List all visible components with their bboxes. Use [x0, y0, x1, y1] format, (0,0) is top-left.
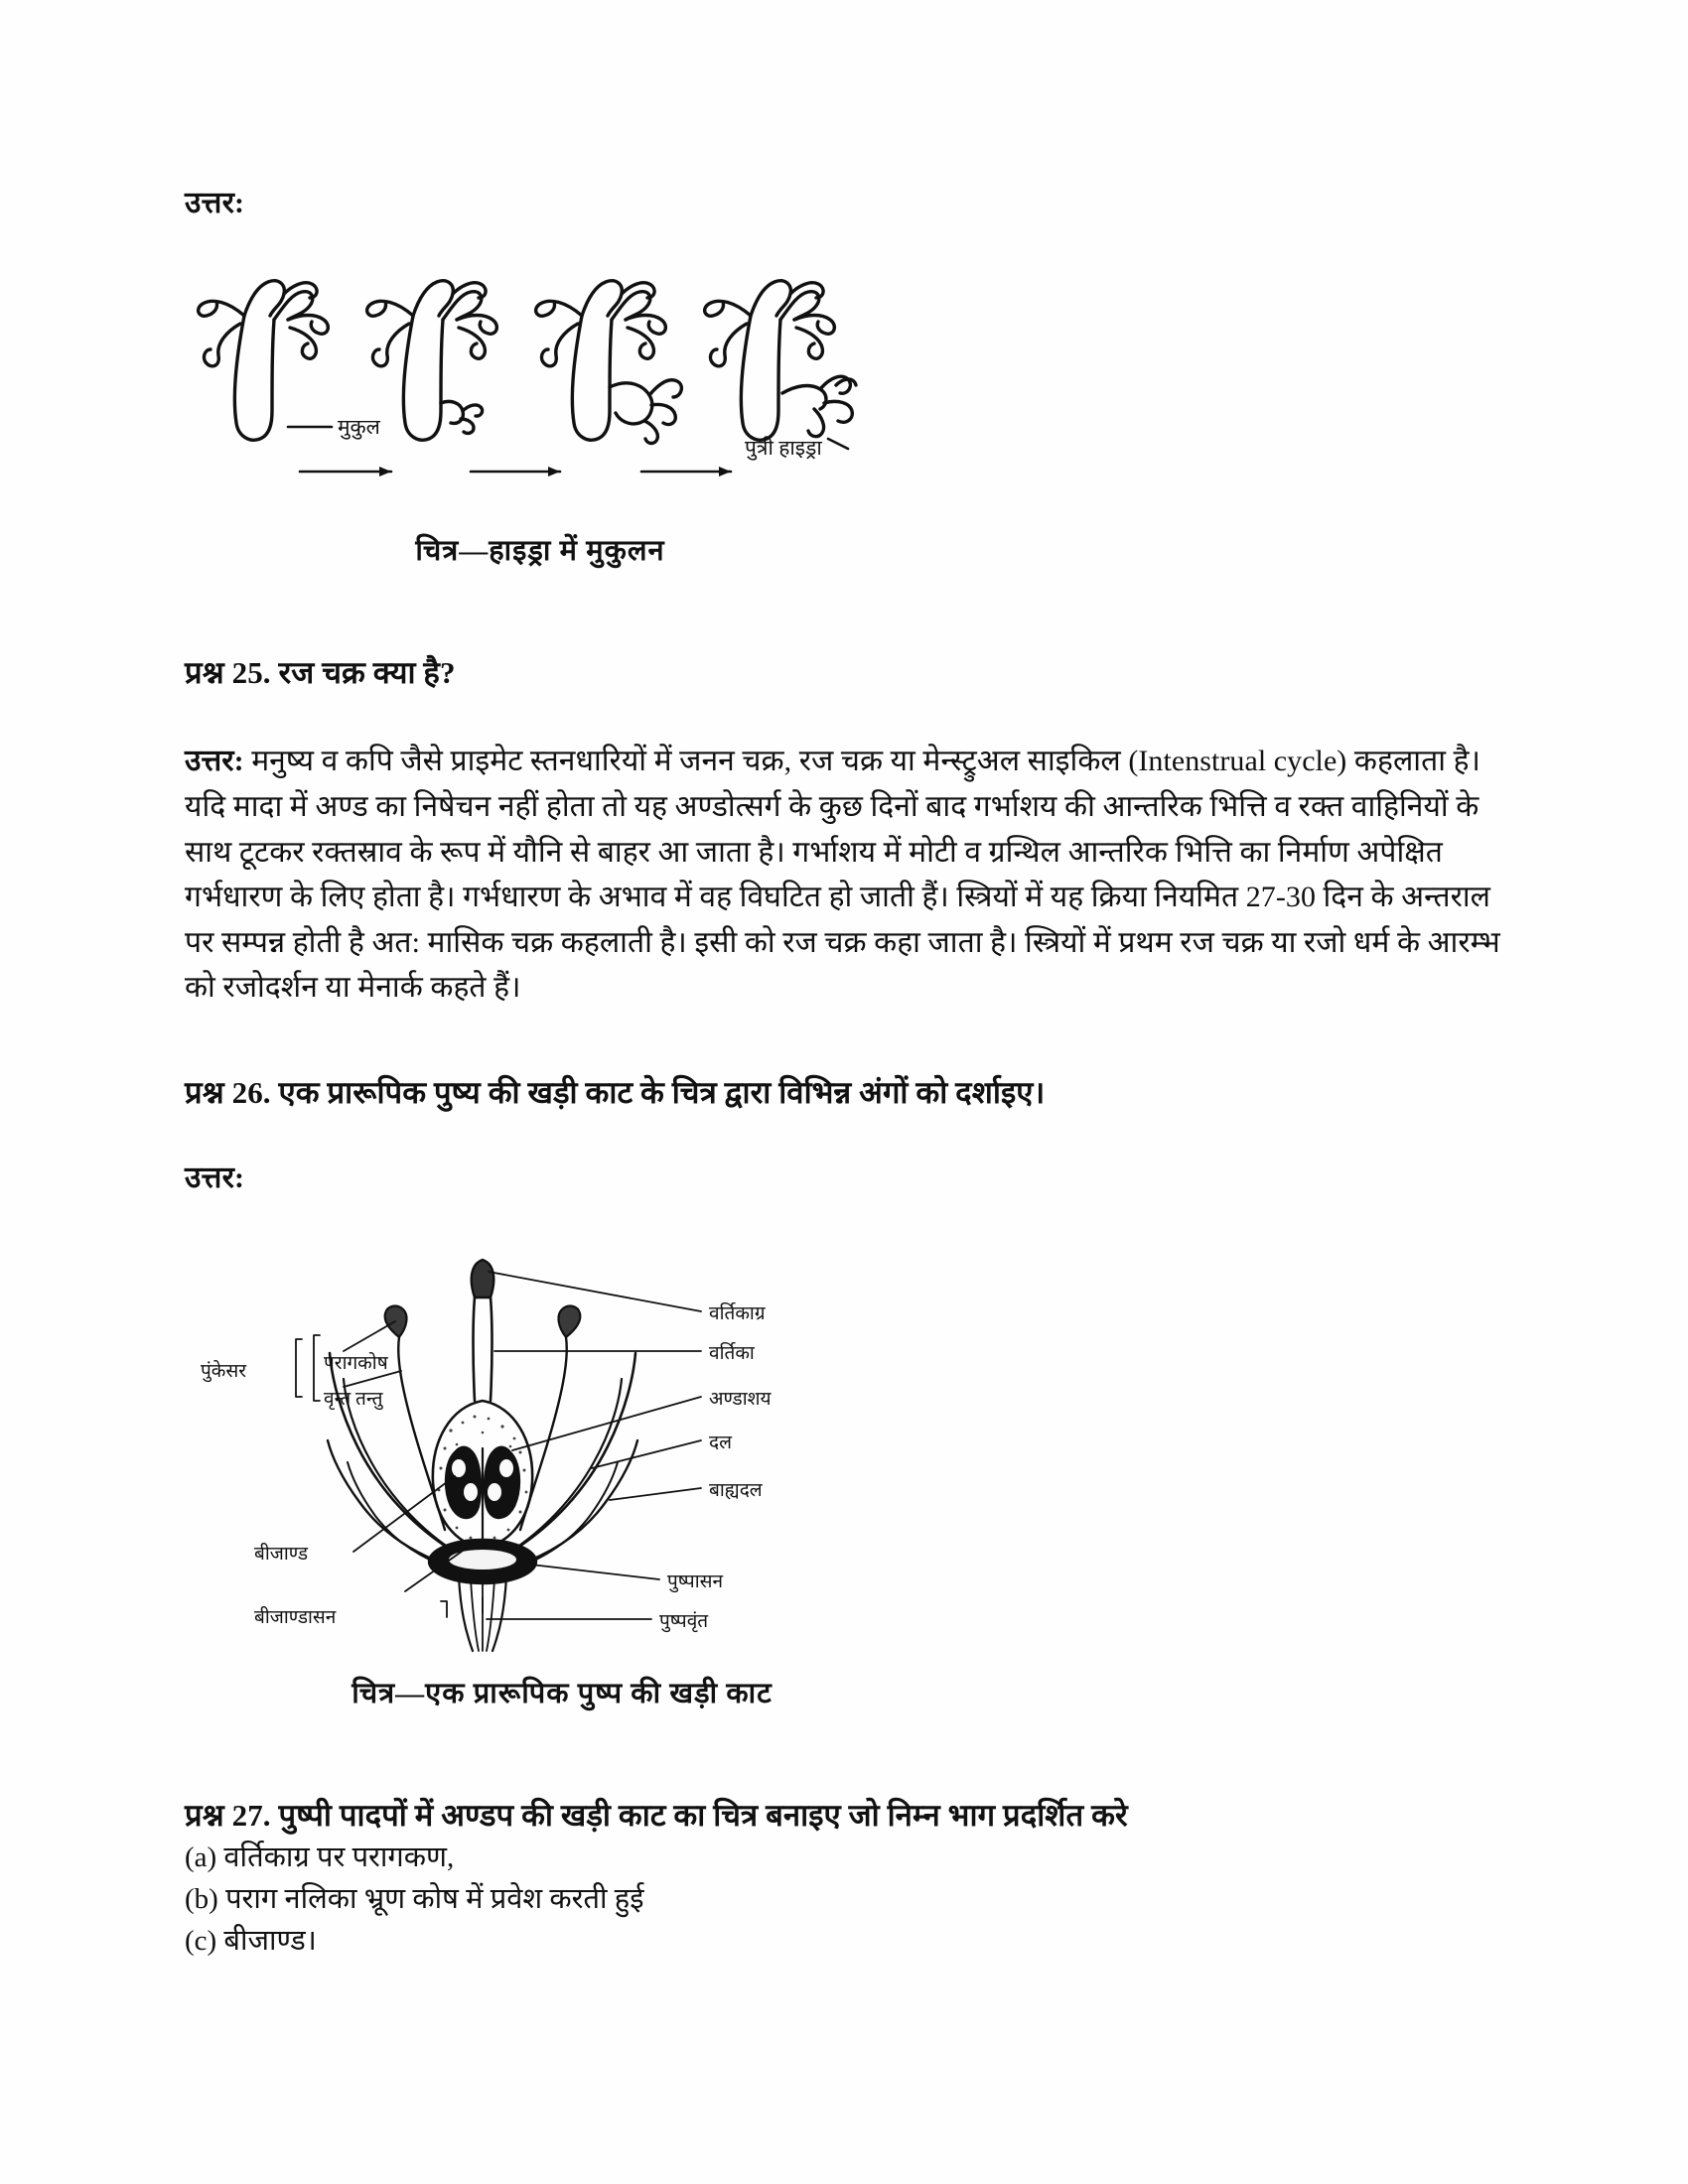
- stigma-shape: [472, 1260, 494, 1297]
- question-25-heading: प्रश्न 25. रज चक्र क्या है?: [185, 654, 456, 690]
- hydra-stage-3: [536, 280, 682, 443]
- answer-body-25: मनुष्य व कपि जैसे प्राइमेट स्तनधारियों में जनन चक्र, रज चक्र या मेन्स्ट्रुअल साइकिल (Intenstrual cycle) कहलाता है। यदि मादा में अण्ड का निषेचन नहीं होता तो यह अण्डोत्सर्ग के कुछ दिनों बाद गर्भाशय की आन्तरिक भित्ति व रक्त वाहिनियों के साथ टूटकर रक्तस्राव के रूप में यौनि से बाहर आ जाता है। गर्भाशय में मोटी व ग्रन्थिल आन्तरिक भित्ति का निर्माण अपेक्षित गर्भधारण के लिए होता है। गर्भधारण के अभाव में वह विघटित हो जाती हैं। स्त्रियों में यह क्रिया नियमित 27-30 दिन के अन्तराल पर सम्पन्न होती है अत: मासिक चक्र कहलाती है। इसी को रज चक्र कहा जाता है। स्त्रियों में प्रथम रज चक्र या रजो धर्म के आरम्भ को रजोदर्शन या मेनार्क कहते हैं।: [185, 745, 1500, 1005]
- answer-label-hydra: उत्तर:: [185, 187, 245, 219]
- hydra-bud-label: मुकुल: [338, 414, 380, 439]
- locule-right: [485, 1447, 519, 1518]
- sepal-right-outer: [516, 1440, 637, 1566]
- petal-right-outer: [514, 1353, 635, 1550]
- flower-ls-svg: [185, 1202, 939, 1669]
- label-ovary: अण्डाशय: [709, 1389, 772, 1411]
- page-content: [185, 185, 1505, 1962]
- question-27-item-a: (a) वर्तिकाग्र पर परागकण,: [185, 1842, 455, 1874]
- label-ovule: बीजाण्ड: [254, 1544, 308, 1566]
- hydra-stage-2: [367, 280, 497, 439]
- flower-ls-figure: [185, 1202, 1505, 1711]
- hydra-budding-figure: [193, 228, 1513, 569]
- label-pedicel: पुष्पवृंत: [659, 1611, 709, 1633]
- label-sepal: बाह्यदल: [709, 1480, 763, 1502]
- hydra-figure-caption: चित्र—हाइड्रा में मुकुलन: [415, 534, 665, 567]
- label-style: वर्तिका: [709, 1343, 755, 1365]
- anther-right: [559, 1306, 581, 1337]
- hydra-stage-1: [199, 280, 329, 439]
- style-left: [474, 1297, 476, 1401]
- question-25-answer: [185, 739, 1505, 1011]
- hydra-budding-svg: [193, 228, 888, 526]
- filament-right: [520, 1337, 567, 1530]
- label-anther: परागकोष: [324, 1353, 388, 1375]
- daughter-leader-line: [828, 439, 848, 449]
- answer-lead-25: उत्तर:: [185, 745, 244, 778]
- label-petal: दल: [709, 1433, 732, 1454]
- label-filament: वृन्त तन्तु: [324, 1389, 383, 1411]
- sepal-left-outer: [328, 1440, 449, 1566]
- question-27-heading: प्रश्न 27. पुष्पी पादपों में अण्डप की खड़ी काट का चित्र बनाइए जो निम्न भाग प्रदर्शित करे: [185, 1798, 1128, 1834]
- label-stamen: पुंकेसर: [201, 1361, 246, 1383]
- label-stigma: वर्तिकाग्र: [709, 1303, 766, 1325]
- flower-figure-caption: चित्र—एक प्रारूपिक पुष्प की खड़ी काट: [352, 1678, 773, 1710]
- style-right: [491, 1297, 492, 1401]
- petal-left-outer: [330, 1353, 451, 1550]
- label-placenta: बीजाण्डासन: [254, 1607, 337, 1629]
- locule-left: [446, 1447, 481, 1518]
- stage-arrows: [300, 467, 731, 477]
- question-26-heading: प्रश्न 26. एक प्रारूपिक पुष्य की खड़ी काट के चित्र द्वारा विभिन्न अंगों को दर्शाइए।: [185, 1074, 1046, 1110]
- answer-label-flower: उत्तर:: [185, 1160, 245, 1194]
- hydra-stage-4: [705, 280, 856, 439]
- label-receptacle: पुष्पासन: [667, 1571, 724, 1593]
- question-27-item-c: (c) बीजाण्ड।: [185, 1925, 317, 1958]
- hydra-daughter-label: पुत्री हाइड्रा: [745, 435, 822, 460]
- question-27-item-b: (b) पराग नलिका भ्रूण कोष में प्रवेश करती हुई: [185, 1883, 644, 1916]
